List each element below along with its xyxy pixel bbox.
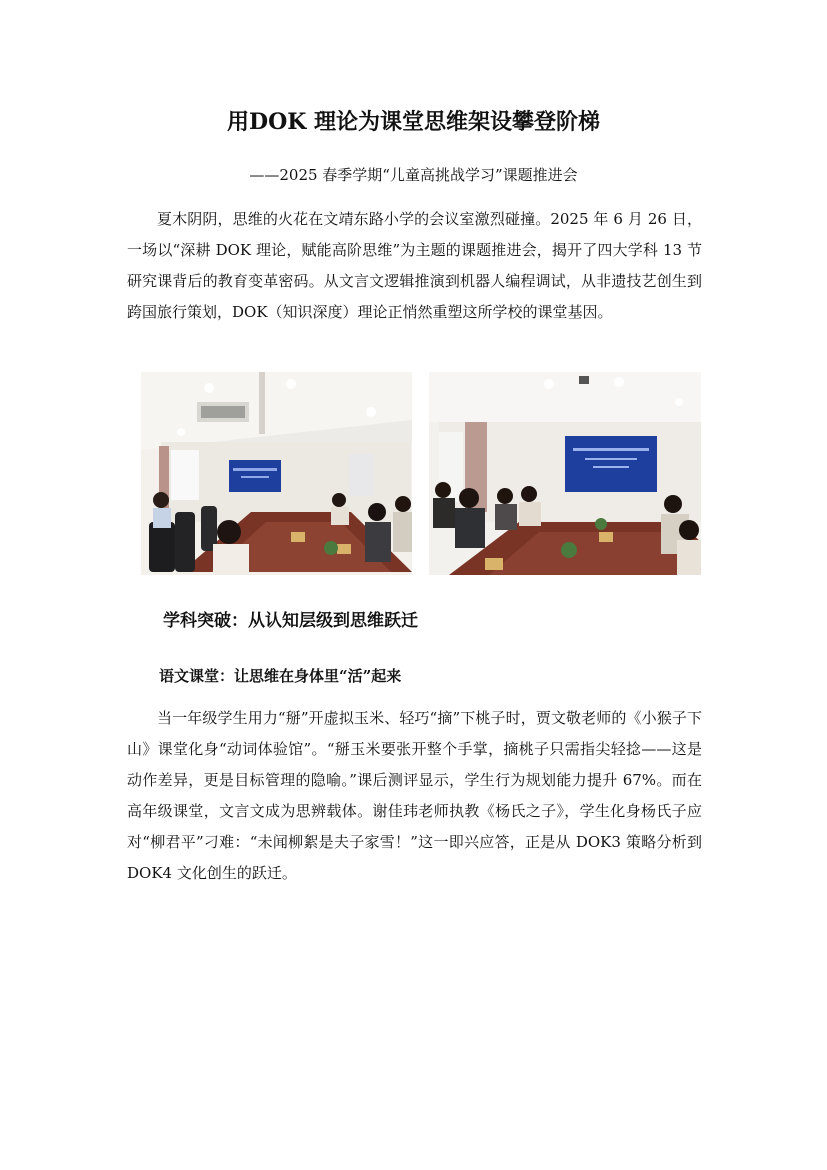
subsection-heading: 语文课堂：让思维在身体里“活”起来 xyxy=(159,667,402,685)
document-subtitle: ——2025 春季学期“儿童高挑战学习”课题推进会 xyxy=(249,166,578,184)
section-heading: 学科突破：从认知层级到思维跃迁 xyxy=(163,611,418,631)
meeting-photo-right xyxy=(429,372,701,575)
meeting-photo-left xyxy=(141,372,412,575)
photo-meeting-room-icon xyxy=(429,372,701,575)
document-title: 用DOK 理论为课堂思维架设攀登阶梯 xyxy=(226,109,601,135)
photo-meeting-room-icon xyxy=(141,372,412,575)
intro-paragraph: 夏木阴阴，思维的火花在文靖东路小学的会议室激烈碰撞。2025 年 6 月 26 日，一场以“深耕 DOK 理论，赋能高阶思维”为主题的课题推进会，揭开了四大学科 13 节研究课背后的教育变革密码。从文言文逻辑推演到机器人编程调试，从非遗技艺创生到跨国旅行策划，DOK（知识深度）理论正悄然重塑这所学校的课堂基因。 xyxy=(127,210,702,321)
body-paragraph: 当一年级学生用力“掰”开虚拟玉米、轻巧“摘”下桃子时，贾文敬老师的《小猴子下山》课堂化身“动词体验馆”。“掰玉米要张开整个手掌，摘桃子只需指尖轻捻——这是动作差异，更是目标管理的隐喻。”课后测评显示，学生行为规划能力提升 67%。而在高年级课堂，文言文成为思辨载体。谢佳玮老师执教《杨氏之子》，学生化身杨氏子应对“柳君平”刁难：“未闻柳絮是夫子家雪！”这一即兴应答，正是从 DOK3 策略分析到 DOK4 文化创生的跃迁。 xyxy=(127,709,702,882)
